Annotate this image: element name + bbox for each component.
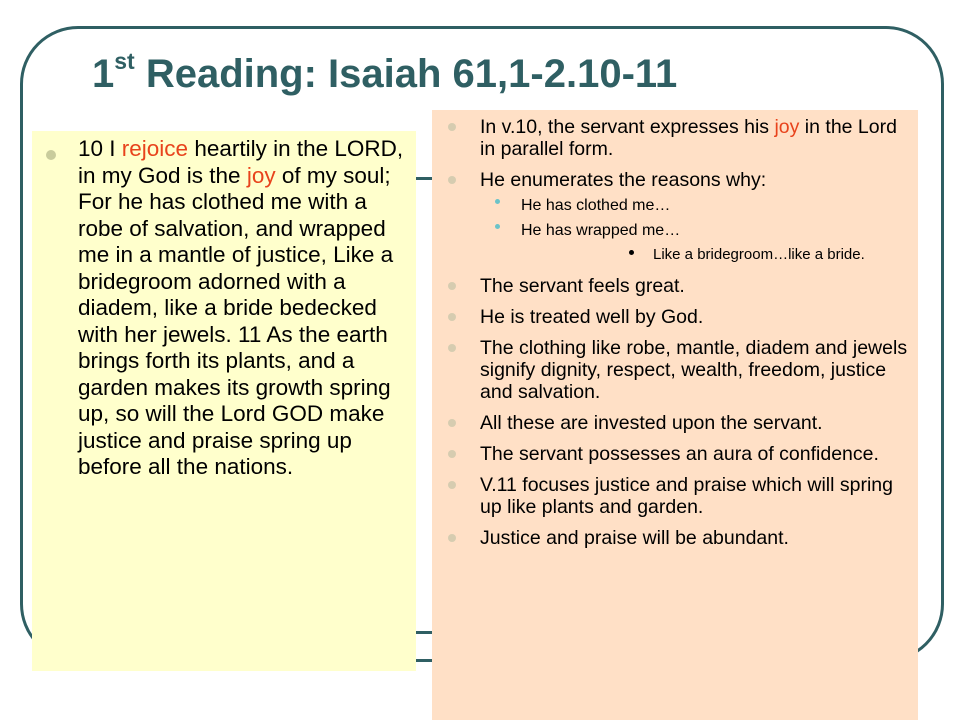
connector-line [416, 177, 432, 180]
reason-text: He has wrapped me… [521, 222, 681, 239]
commentary-item: The servant feels great. [432, 275, 918, 297]
commentary-text: In v.10, the servant expresses his [480, 116, 775, 138]
connector-line [416, 631, 432, 634]
commentary-item: He is treated well by God. [432, 306, 918, 328]
commentary-item: All these are invested upon the servant. [432, 412, 918, 434]
reasons-list [432, 196, 908, 264]
reasons-group [432, 196, 918, 264]
title-prefix: 1 [92, 52, 115, 96]
passage-part: heartily in the LORD, in my God is the [78, 136, 404, 188]
simile-list [521, 246, 908, 264]
commentary-item: The servant possesses an aura of confidence. [432, 443, 918, 465]
passage-part: of my soul; For he has clothed me with a robe of salvation, and wrapped me in a mantle of justice, Like a bridegroom adorned with a diadem, like a bride bedecked with her jewels. 11 As the earth brings forth its plants, and a garden makes its growth spring up, so will the Lord GOD make justice and praise spring up before all the nations. [78, 162, 394, 479]
slide-title [92, 47, 678, 97]
commentary-item [432, 116, 918, 160]
commentary-item: Justice and praise will be abundant. [432, 527, 918, 549]
passage-part: 10 I [78, 136, 122, 161]
commentary-text: He enumerates the reasons why: [480, 169, 767, 191]
simile-item: Like a bridegroom…like a bride. [521, 246, 908, 264]
scripture-text-box [32, 131, 416, 671]
reason-item: He has clothed me… [432, 196, 908, 215]
scripture-passage [78, 136, 418, 481]
commentary-item: V.11 focuses justice and praise which will spring up like plants and garden. [432, 474, 918, 518]
title-main: Reading: Isaiah 61,1-2.10-11 [134, 52, 678, 96]
bullet-icon [46, 150, 56, 160]
highlight-joy: joy [774, 116, 800, 138]
commentary-item [432, 169, 918, 191]
title-superscript: st [114, 47, 135, 74]
commentary-item: The clothing like robe, mantle, diadem and jewels signify dignity, respect, wealth, freedom, justice and salvation. [432, 337, 918, 403]
commentary-list [432, 116, 918, 558]
reason-item [432, 221, 908, 264]
highlight-joy: joy [246, 162, 276, 188]
highlight-rejoice: rejoice [121, 136, 189, 161]
commentary-text: in the Lord in parallel form. [480, 116, 897, 160]
commentary-box [432, 110, 918, 720]
